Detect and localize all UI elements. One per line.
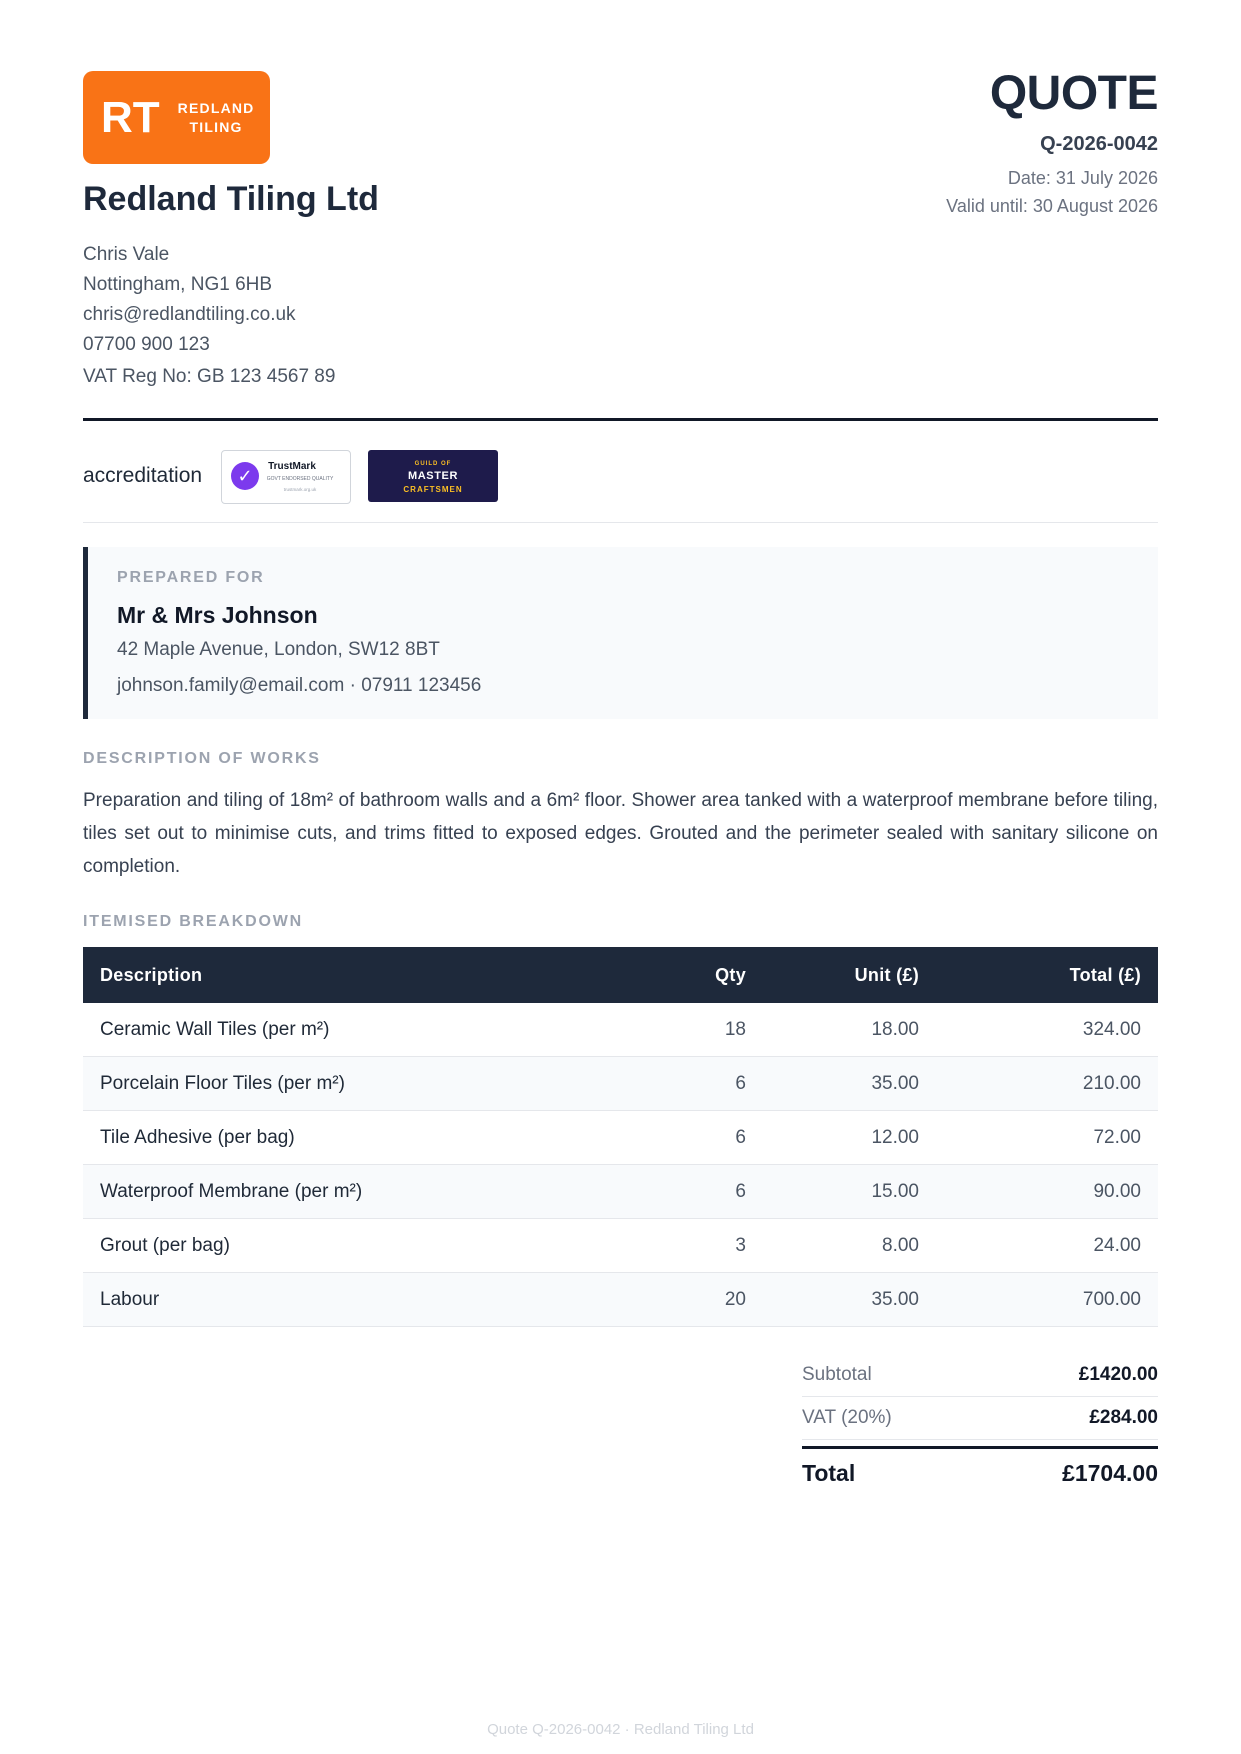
logo-initials: RT bbox=[101, 92, 160, 142]
trustmark-title: TrustMark bbox=[268, 461, 316, 472]
works-description: Preparation and tiling of 18m² of bathroom walls and a 6m² floor. Shower area tanked with a waterproof membrane before tiling, tiles set out to minimise cuts, and trims fitted to exposed edges. Grouted and the perimeter sealed with sanitary silicone on completion. bbox=[83, 790, 1158, 877]
header-divider bbox=[83, 418, 1158, 421]
company-email: chris@redlandtiling.co.uk bbox=[83, 304, 296, 325]
subtotal-row bbox=[802, 1354, 1158, 1397]
item-description: Grout (per bag) bbox=[83, 1219, 653, 1273]
item-total: 90.00 bbox=[936, 1165, 1158, 1219]
itemised-table bbox=[83, 947, 1158, 1327]
item-description: Ceramic Wall Tiles (per m²) bbox=[83, 1003, 653, 1057]
total-row bbox=[802, 1446, 1158, 1497]
prepared-for-label: PREPARED FOR bbox=[117, 569, 265, 586]
guild-line-2: MASTER bbox=[407, 470, 459, 482]
prepared-for-panel bbox=[83, 547, 1158, 719]
company-name: Redland Tiling Ltd bbox=[83, 180, 379, 218]
item-total: 24.00 bbox=[936, 1219, 1158, 1273]
client-name: Mr & Mrs Johnson bbox=[117, 602, 318, 628]
contact-name: Chris Vale bbox=[83, 244, 170, 265]
trustmark-url: trustmark.org.uk bbox=[283, 487, 317, 492]
quote-valid-until: Valid until: 30 August 2026 bbox=[946, 196, 1158, 216]
vat-value: £284.00 bbox=[1089, 1407, 1158, 1428]
item-description: Labour bbox=[83, 1273, 653, 1327]
item-qty: 18 bbox=[653, 1003, 763, 1057]
header-unit: Unit (£) bbox=[854, 964, 919, 985]
table-row bbox=[83, 1003, 1158, 1057]
item-unit: 18.00 bbox=[763, 1003, 936, 1057]
company-location: Nottingham, NG1 6HB bbox=[83, 274, 273, 295]
item-total: 210.00 bbox=[936, 1057, 1158, 1111]
item-qty: 3 bbox=[653, 1219, 763, 1273]
item-unit: 35.00 bbox=[763, 1273, 936, 1327]
item-description: Tile Adhesive (per bag) bbox=[83, 1111, 653, 1165]
breakdown-heading: ITEMISED BREAKDOWN bbox=[83, 913, 303, 930]
subtotal-value: £1420.00 bbox=[1078, 1364, 1158, 1385]
header-qty: Qty bbox=[715, 964, 746, 985]
table-row bbox=[83, 1219, 1158, 1273]
vat-reg-number: VAT Reg No: GB 123 4567 89 bbox=[83, 366, 336, 387]
works-heading: DESCRIPTION OF WORKS bbox=[83, 750, 321, 767]
item-description: Waterproof Membrane (per m²) bbox=[83, 1165, 653, 1219]
total-value: £1704.00 bbox=[1062, 1459, 1158, 1486]
item-unit: 12.00 bbox=[763, 1111, 936, 1165]
item-qty: 6 bbox=[653, 1057, 763, 1111]
header-total: Total (£) bbox=[1069, 964, 1141, 985]
header-description: Description bbox=[100, 964, 203, 985]
totals-block bbox=[802, 1354, 1158, 1497]
table-row bbox=[83, 1111, 1158, 1165]
trustmark-subtitle: GOVT ENDORSED QUALITY bbox=[266, 476, 334, 482]
item-total: 324.00 bbox=[936, 1003, 1158, 1057]
logo-line-2: TILING bbox=[189, 118, 243, 135]
table-row bbox=[83, 1165, 1158, 1219]
vat-label: VAT (20%) bbox=[802, 1407, 892, 1428]
logo-wordmark bbox=[178, 99, 255, 137]
item-unit: 8.00 bbox=[763, 1219, 936, 1273]
item-qty: 6 bbox=[653, 1165, 763, 1219]
guild-line-3: CRAFTSMEN bbox=[403, 485, 463, 494]
company-contact bbox=[83, 240, 296, 360]
item-description: Porcelain Floor Tiles (per m²) bbox=[83, 1057, 653, 1111]
guild-master-craftsmen-badge bbox=[368, 450, 498, 502]
item-total: 700.00 bbox=[936, 1273, 1158, 1327]
client-contact: johnson.family@email.com · 07911 123456 bbox=[117, 675, 482, 696]
total-label: Total bbox=[802, 1459, 856, 1486]
client-address: 42 Maple Avenue, London, SW12 8BT bbox=[117, 639, 440, 660]
item-qty: 6 bbox=[653, 1111, 763, 1165]
item-qty: 20 bbox=[653, 1273, 763, 1327]
item-unit: 15.00 bbox=[763, 1165, 936, 1219]
page-footer: Quote Q-2026-0042 · Redland Tiling Ltd bbox=[487, 1721, 754, 1738]
table-row bbox=[83, 1057, 1158, 1111]
guild-line-1: GUILD OF bbox=[414, 461, 452, 467]
company-logo bbox=[83, 71, 270, 164]
item-total: 72.00 bbox=[936, 1111, 1158, 1165]
quote-number: Q-2026-0042 bbox=[1040, 133, 1158, 155]
subtotal-label: Subtotal bbox=[802, 1364, 872, 1385]
accreditation-label: accreditation bbox=[83, 464, 203, 487]
trustmark-badge bbox=[221, 450, 351, 504]
vat-row bbox=[802, 1397, 1158, 1440]
table-header-row bbox=[83, 947, 1158, 1003]
quote-page bbox=[83, 0, 1158, 1754]
table-row bbox=[83, 1273, 1158, 1327]
document-title: QUOTE bbox=[989, 67, 1158, 120]
logo-line-1: REDLAND bbox=[177, 99, 255, 116]
item-unit: 35.00 bbox=[763, 1057, 936, 1111]
company-phone: 07700 900 123 bbox=[83, 334, 210, 355]
quote-date: Date: 31 July 2026 bbox=[1007, 168, 1158, 188]
accreditation-divider bbox=[83, 522, 1158, 523]
check-icon: ✓ bbox=[231, 462, 259, 490]
